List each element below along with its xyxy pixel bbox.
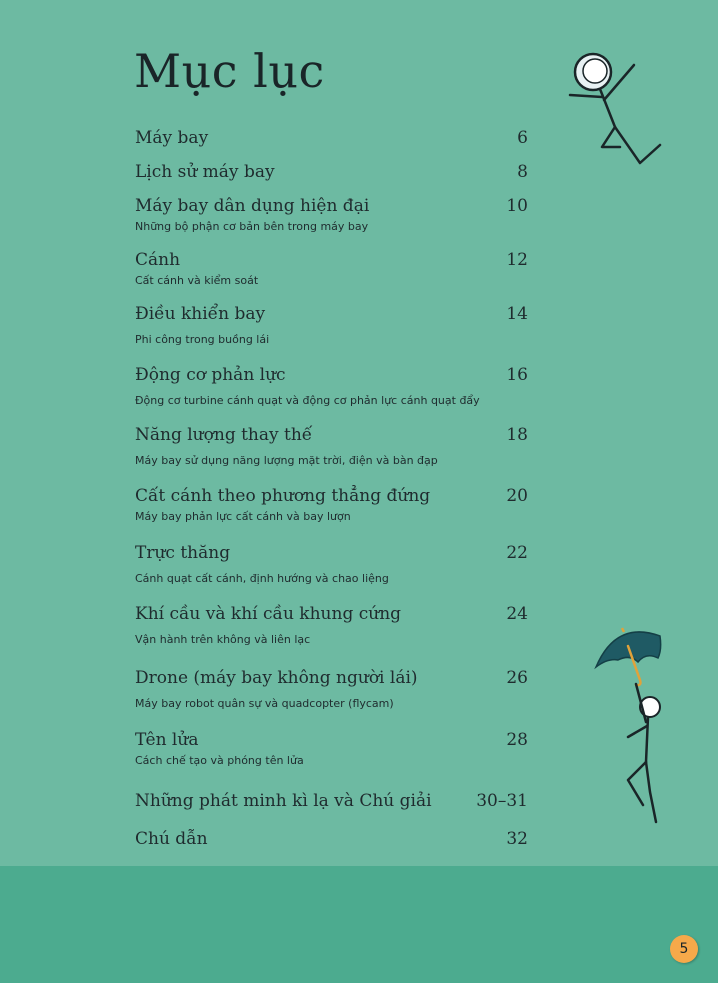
toc-entry: [135, 250, 528, 287]
toc-entry: [135, 604, 528, 646]
toc-entry-title: Máy bay dân dụng hiện đại: [135, 196, 370, 216]
toc-entry-subtitle: Cách chế tạo và phóng tên lửa: [135, 754, 304, 767]
toc-entry-subtitle: Cất cánh và kiểm soát: [135, 274, 259, 287]
toc-entry: [135, 425, 528, 467]
toc-entry-page: 28: [506, 730, 528, 750]
toc-entry-row: [135, 304, 528, 324]
toc-entry-row: [135, 730, 528, 750]
toc-entry-row: [135, 668, 528, 688]
toc-entry-page: 26: [506, 668, 528, 688]
toc-entry-title: Máy bay: [135, 128, 209, 148]
toc-entry: [135, 365, 528, 407]
toc-entry: [135, 162, 528, 182]
toc-entry-row: [135, 543, 528, 563]
toc-entry-row: [135, 829, 528, 849]
toc-entry-title: Khí cầu và khí cầu khung cứng: [135, 604, 402, 624]
toc-entry: [135, 128, 528, 148]
toc-entry-row: [135, 791, 528, 811]
toc-entry-subtitle: Máy bay phản lực cất cánh và bay lượn: [135, 510, 351, 523]
toc-entry: [135, 304, 528, 346]
toc-entry-title: Năng lượng thay thế: [135, 425, 313, 445]
umbrella-stick-figure-icon: [588, 622, 678, 832]
toc-entry-title: Cánh: [135, 250, 181, 270]
footer-band: [0, 866, 718, 983]
toc-entry-row: [135, 486, 528, 506]
toc-entry-subtitle: Vận hành trên không và liên lạc: [135, 633, 311, 646]
toc-entry-title: Lịch sử máy bay: [135, 162, 275, 182]
toc-entry: [135, 196, 528, 233]
toc-entry-page: 12: [506, 250, 528, 270]
toc-entry-page: 16: [506, 365, 528, 385]
toc-entry-title: Điều khiển bay: [135, 304, 266, 324]
toc-entry-subtitle: Cánh quạt cất cánh, định hướng và chao liệng: [135, 572, 389, 585]
toc-entry-title: Động cơ phản lực: [135, 365, 286, 385]
toc-entry-page: 10: [506, 196, 528, 216]
toc-entry-page: 14: [506, 304, 528, 324]
toc-entry-subtitle: Những bộ phận cơ bản bên trong máy bay: [135, 220, 369, 233]
toc-entry-subtitle: Phi công trong buồng lái: [135, 333, 270, 346]
toc-entry-row: [135, 365, 528, 385]
toc-entry-page: 20: [506, 486, 528, 506]
toc-entry-page: 22: [506, 543, 528, 563]
toc-entry: [135, 730, 528, 767]
toc-entry-page: 24: [506, 604, 528, 624]
page-number-badge: 5: [670, 935, 698, 963]
toc-entry-title: Cất cánh theo phương thẳng đứng: [135, 486, 431, 506]
toc-entry-page: 32: [506, 829, 528, 849]
toc-entry-subtitle: Máy bay sử dụng năng lượng mặt trời, điện và bàn đạp: [135, 454, 438, 467]
toc-entry-page: 18: [506, 425, 528, 445]
toc-entry-title: Drone (máy bay không người lái): [135, 668, 418, 688]
toc-entry-title: Chú dẫn: [135, 829, 208, 849]
toc-entry-row: [135, 162, 528, 182]
page-title: Mục lục: [134, 44, 325, 98]
toc-entry-title: Tên lửa: [135, 730, 199, 750]
toc-entry-title: Trực thăng: [135, 543, 231, 563]
toc-entry: [135, 486, 528, 523]
toc-entry: [135, 791, 528, 811]
toc-entry-page: 8: [517, 162, 528, 182]
toc-entry: [135, 668, 528, 710]
toc-entry-row: [135, 604, 528, 624]
toc-entry-row: [135, 425, 528, 445]
toc-entry-subtitle: Máy bay robot quân sự và quadcopter (flycam): [135, 697, 394, 710]
toc-entry: [135, 829, 528, 849]
pilot-stick-figure-icon: [560, 45, 670, 175]
toc-entry-page: 6: [517, 128, 528, 148]
toc-entry-page: 30–31: [476, 791, 528, 811]
toc-entry-title: Những phát minh kì lạ và Chú giải: [135, 791, 432, 811]
toc-entry: [135, 543, 528, 585]
toc-entry-row: [135, 250, 528, 270]
toc-entry-subtitle: Động cơ turbine cánh quạt và động cơ phản lực cánh quạt đẩy: [135, 394, 480, 407]
toc-entry-row: [135, 196, 528, 216]
toc-entry-row: [135, 128, 528, 148]
